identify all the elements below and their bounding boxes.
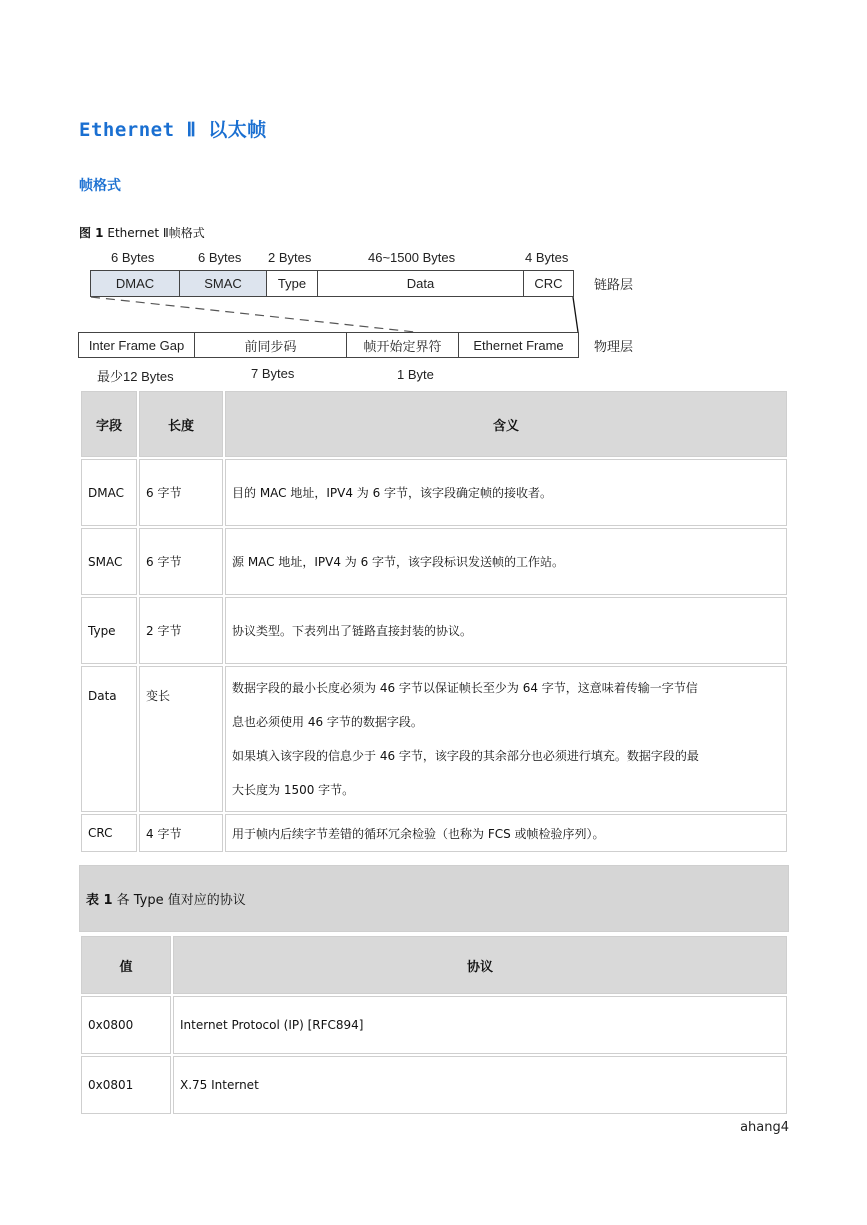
column-header: 值	[81, 936, 171, 994]
value-cell: 0x0800	[81, 996, 171, 1054]
field-ethernet-frame: Ethernet Frame	[458, 332, 579, 358]
table-caption-text: 各 Type 值对应的协议	[116, 893, 246, 908]
table-row	[81, 528, 787, 595]
column-header: 协议	[173, 936, 787, 994]
field-cell: SMAC	[81, 528, 137, 595]
link-layer-label: 链路层	[594, 278, 634, 293]
size-label: 7 Bytes	[251, 366, 295, 381]
size-label: 1 Byte	[397, 367, 434, 382]
table-row	[81, 597, 787, 664]
table-header-row	[81, 936, 787, 994]
frame-format-diagram	[0, 0, 867, 400]
size-label: 6 Bytes	[198, 250, 242, 265]
size-label: 最少12 Bytes	[97, 369, 174, 384]
length-cell: 6 字节	[139, 459, 223, 526]
physical-layer-label: 物理层	[594, 340, 634, 355]
meaning-cell	[225, 666, 787, 812]
field-dmac: DMAC	[90, 270, 180, 297]
protocol-cell: Internet Protocol (IP) [RFC894]	[173, 996, 787, 1054]
column-header: 字段	[81, 391, 137, 457]
footer-watermark: ahang4	[740, 1120, 789, 1135]
length-cell: 6 字节	[139, 528, 223, 595]
length-cell: 2 字节	[139, 597, 223, 664]
column-header: 长度	[139, 391, 223, 457]
meaning-line: 大长度为 1500 字节。	[232, 783, 355, 797]
size-label: 2 Bytes	[268, 250, 312, 265]
field-inter-frame-gap: Inter Frame Gap	[78, 332, 195, 358]
table-row	[81, 996, 787, 1054]
table-row	[81, 1056, 787, 1114]
field-data: Data	[317, 270, 524, 297]
field-cell: Data	[81, 666, 137, 812]
field-type: Type	[266, 270, 318, 297]
length-cell: 4 字节	[139, 814, 223, 852]
field-sfd: 帧开始定界符	[346, 332, 459, 358]
field-cell: CRC	[81, 814, 137, 852]
meaning-line: 数据字段的最小长度必须为 46 字节以保证帧长至少为 64 字节，这意味着传输一字节信	[232, 681, 698, 695]
field-crc: CRC	[523, 270, 574, 297]
meaning-cell: 源 MAC 地址，IPV4 为 6 字节，该字段标识发送帧的工作站。	[225, 528, 787, 595]
column-header: 含义	[225, 391, 787, 457]
page-title: Ethernet Ⅱ 以太帧	[79, 119, 267, 141]
table-caption	[79, 865, 789, 932]
field-cell: DMAC	[81, 459, 137, 526]
size-label: 6 Bytes	[111, 250, 155, 265]
table-row	[81, 459, 787, 526]
protocol-cell: X.75 Internet	[173, 1056, 787, 1114]
value-cell: 0x0801	[81, 1056, 171, 1114]
meaning-line: 如果填入该字段的信息少于 46 字节，该字段的其余部分也必须进行填充。数据字段的最	[232, 749, 699, 763]
meaning-cell: 用于帧内后续字节差错的循环冗余检验（也称为 FCS 或帧检验序列）。	[225, 814, 787, 852]
table-row	[81, 666, 787, 812]
meaning-cell: 目的 MAC 地址，IPV4 为 6 字节，该字段确定帧的接收者。	[225, 459, 787, 526]
figure-caption-text: Ethernet Ⅱ帧格式	[107, 226, 205, 240]
field-table	[79, 389, 789, 854]
meaning-line: 息也必须使用 46 字节的数据字段。	[232, 715, 423, 729]
type-table	[79, 934, 789, 1116]
table-row	[81, 814, 787, 852]
field-preamble: 前同步码	[194, 332, 347, 358]
size-label: 4 Bytes	[525, 250, 569, 265]
length-cell: 变长	[139, 666, 223, 812]
figure-caption-prefix: 图 1	[79, 226, 104, 240]
field-smac: SMAC	[179, 270, 267, 297]
meaning-cell: 协议类型。下表列出了链路直接封装的协议。	[225, 597, 787, 664]
section-heading: 帧格式	[79, 178, 121, 194]
field-cell: Type	[81, 597, 137, 664]
table-caption-prefix: 表 1	[86, 893, 113, 908]
size-label: 46~1500 Bytes	[368, 250, 456, 265]
table-header-row	[81, 391, 787, 457]
